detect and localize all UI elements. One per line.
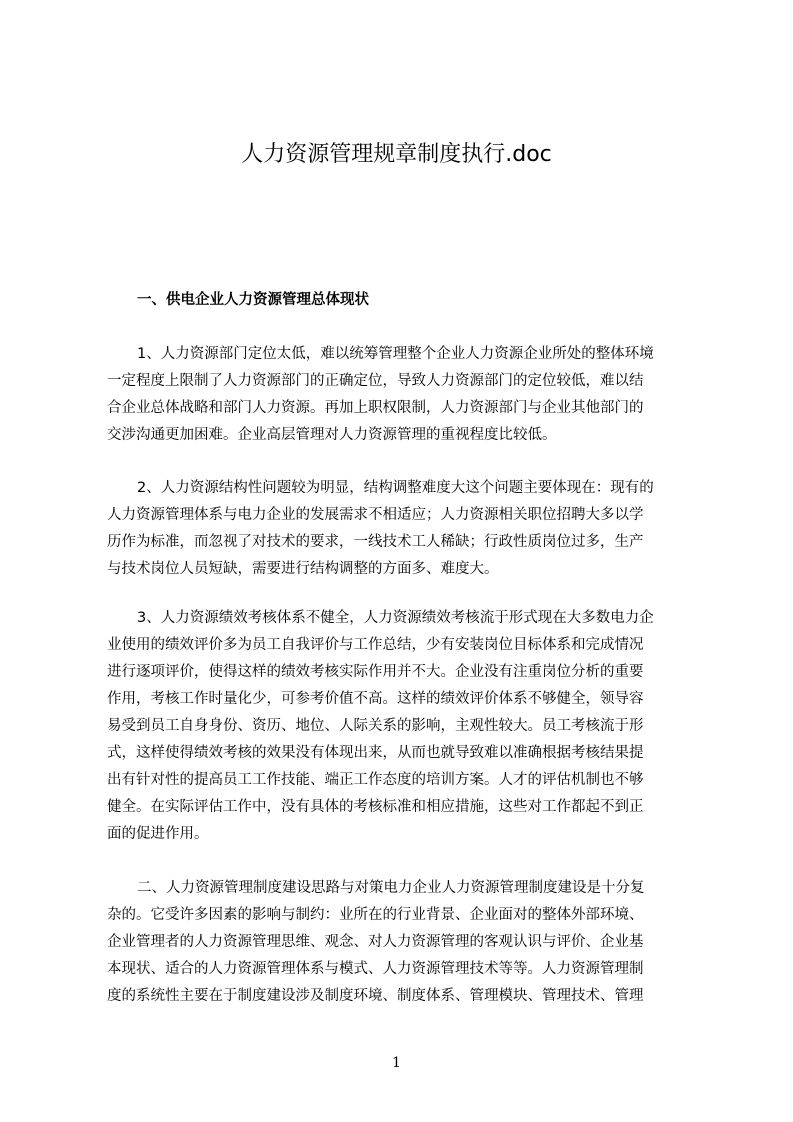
paragraph-line: 交涉沟通更加困难。企业高层管理对人力资源管理的重视程度比较低。 — [107, 427, 557, 443]
paragraph-line: 易受到员工自身身份、资历、地位、人际关系的影响，主观性较大。员工考核流于形 — [107, 718, 644, 734]
paragraph-line: 人力资源管理体系与电力企业的发展需求不相适应；人力资源相关职位招聘大多以学 — [107, 507, 644, 523]
paragraph-line: 进行逐项评价，使得这样的绩效考核实际作用并不大。企业没有注重岗位分析的重要 — [107, 664, 644, 680]
paragraph-line: 度的系统性主要在于制度建设涉及制度环境、制度体系、管理模块、管理技术、管理 — [107, 988, 644, 1004]
paragraph-line: 面的促进作用。 — [107, 826, 209, 842]
paragraph-line: 1、人力资源部门定位太低，难以统筹管理整个企业人力资源企业所处的整体环境 — [137, 346, 654, 362]
paragraph-3 — [107, 605, 707, 848]
paragraph-line: 杂的。它受许多因素的影响与制约：业所在的行业背景、企业面对的整体外部环境、 — [107, 907, 644, 923]
paragraph-line: 作用，考核工作时量化少，可参考价值不高。这样的绩效评价体系不够健全，领导容 — [107, 691, 644, 707]
paragraph-line: 出有针对性的提高员工工作技能、端正工作态度的培训方案。人才的评估机制也不够 — [107, 772, 644, 788]
paragraph-line: 与技术岗位人员短缺，需要进行结构调整的方面多、难度大。 — [107, 561, 499, 577]
document-title: 人力资源管理规章制度执行.doc — [241, 142, 552, 167]
paragraph-line: 2、人力资源结构性问题较为明显，结构调整难度大这个问题主要体现在：现有的 — [137, 480, 654, 496]
paragraph-line: 式，这样使得绩效考核的效果没有体现出来，从而也就导致难以准确根据考核结果提 — [107, 745, 644, 761]
paragraph-line: 合企业总体战略和部门人力资源。再加上职权限制，人力资源部门与企业其他部门的 — [107, 400, 644, 416]
paragraph-line: 业使用的绩效评价多为员工自我评价与工作总结，少有安装岗位目标体系和完成情况 — [107, 637, 644, 653]
paragraph-line: 健全。在实际评估工作中，没有具体的考核标准和相应措施，这些对工作都起不到正 — [107, 799, 644, 815]
paragraph-line: 3、人力资源绩效考核体系不健全，人力资源绩效考核流于形式现在大多数电力企 — [137, 610, 654, 626]
paragraph-line: 一定程度上限制了人力资源部门的正确定位，导致人力资源部门的定位较低，难以结 — [107, 373, 644, 389]
paragraph-line: 历作为标准，而忽视了对技术的要求，一线技术工人稀缺；行政性质岗位过多，生产 — [107, 534, 644, 550]
paragraph-2 — [107, 475, 707, 583]
paragraph-4 — [107, 875, 707, 1010]
section-heading: 一、供电企业人力资源管理总体现状 — [137, 292, 369, 308]
paragraph-line: 二、人力资源管理制度建设思路与对策电力企业人力资源管理制度建设是十分复 — [137, 880, 645, 896]
paragraph-1 — [107, 341, 707, 449]
page-number: 1 — [392, 1055, 401, 1071]
paragraph-line: 本现状、适合的人力资源管理体系与模式、人力资源管理技术等等。人力资源管理制 — [107, 961, 644, 977]
paragraph-line: 企业管理者的人力资源管理思维、观念、对人力资源管理的客观认识与评价、企业基 — [107, 934, 644, 950]
